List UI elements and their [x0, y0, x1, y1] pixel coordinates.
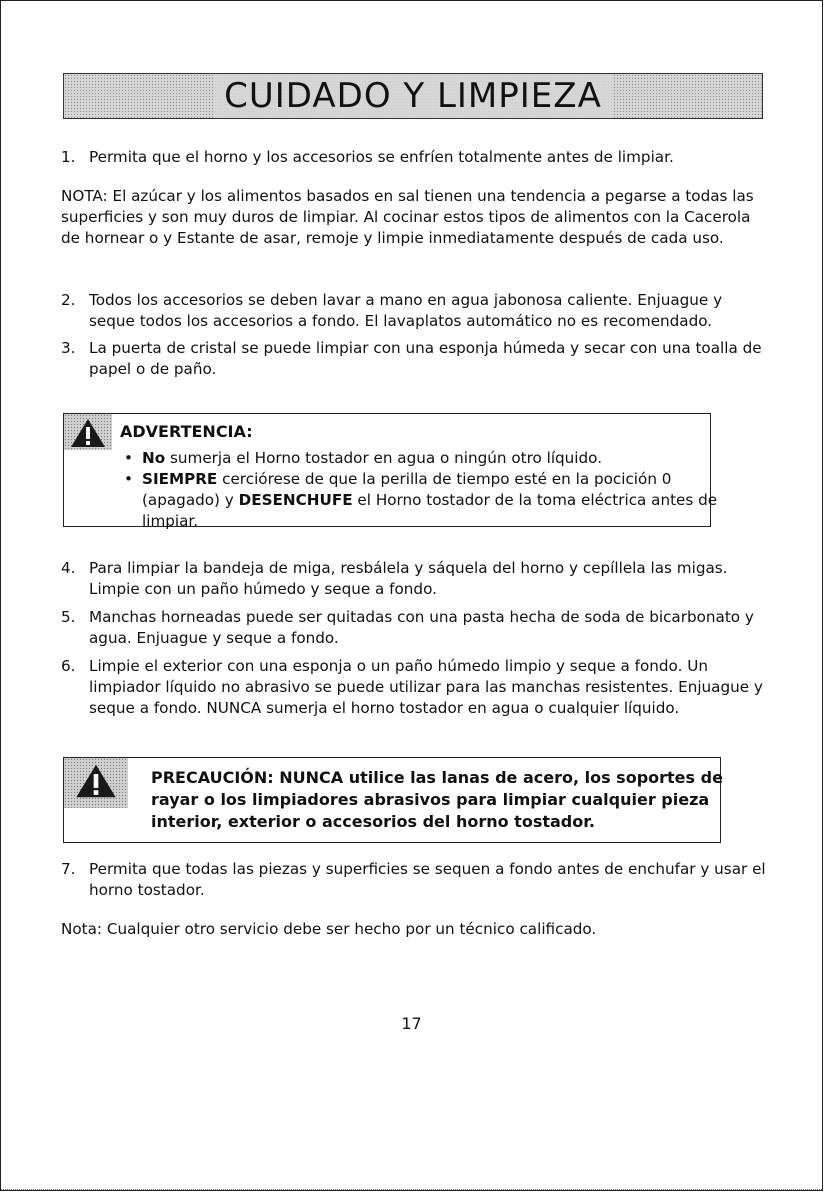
- item-text: Limpie el exterior con una esponja o un paño húmedo limpio y seque a fondo. Un limpiador líquido no abrasivo se puede utilizar para las manchas resistentes. Enjuague y seque a fondo. NUNCA sumerja el horno tostador en agua o cualquier líquido.: [89, 657, 763, 717]
- list-item-6: [61, 656, 766, 719]
- note-label: NOTA:: [61, 187, 108, 205]
- warning-list: [120, 448, 720, 532]
- note-label: Nota:: [61, 920, 103, 938]
- item-text: Todos los accesorios se deben lavar a mano en agua jabonosa caliente. Enjuague y seque todos los accesorios a fondo. El lavaplatos automático no es recomendado.: [89, 291, 723, 330]
- item-text: La puerta de cristal se puede limpiar con una esponja húmeda y secar con una toalla de papel o de paño.: [89, 339, 762, 378]
- item-text: Para limpiar la bandeja de miga, resbálela y sáquela del horno y cepíllela las migas. Limpie con un paño húmedo y seque a fondo.: [89, 559, 728, 598]
- item-number: 5.: [61, 608, 76, 626]
- item-number: 1.: [61, 148, 76, 166]
- bullet-text: sumerja el Horno tostador en agua o ningún otro líquido.: [165, 449, 603, 467]
- list-item-4: [61, 558, 766, 600]
- item-number: 2.: [61, 291, 76, 309]
- page-title: CUIDADO Y LIMPIEZA: [214, 74, 612, 118]
- list-item-1: [61, 147, 766, 168]
- caution-triangle-icon: [64, 758, 128, 808]
- list-item-7: [61, 859, 766, 901]
- list-item-2: [61, 290, 766, 332]
- warning-triangle-icon: [64, 414, 112, 450]
- item-number: 4.: [61, 559, 76, 577]
- item-number: 3.: [61, 339, 76, 357]
- note-paragraph: [61, 186, 766, 249]
- item-text: Manchas horneadas puede ser quitadas con una pasta hecha de soda de bicarbonato y agua. Enjuague y seque a fondo.: [89, 608, 754, 647]
- bullet-lead: No: [142, 449, 166, 467]
- item-text: Permita que todas las piezas y superficies se sequen a fondo antes de enchufar y usar el horno tostador.: [89, 860, 766, 899]
- bullet-dot: •: [124, 449, 133, 467]
- bullet-lead-2: DESENCHUFE: [238, 491, 353, 509]
- note-paragraph-2: [61, 919, 766, 940]
- warning-bullet-2: [120, 469, 720, 532]
- page-number: 17: [401, 1014, 422, 1033]
- note-text: El azúcar y los alimentos basados en sal tienen una tendencia a pegarse a todas las superficies y son muy duros de limpiar. Al cocinar estos tipos de alimentos con la Cacerola de hornear o y Estante de asar, remoje y limpie inmediatamente después de cada uso.: [61, 187, 754, 247]
- warning-title: ADVERTENCIA:: [120, 422, 253, 441]
- item-number: 6.: [61, 657, 76, 675]
- caution-text: PRECAUCIÓN: NUNCA utilice las lanas de acero, los soportes de rayar o los limpiadores abrasivos para limpiar cualquier pieza interior, exterior o accesorios del horno tostador.: [151, 768, 723, 831]
- warning-bullet-1: [120, 448, 720, 469]
- list-item-3: [61, 338, 766, 380]
- note-text: Cualquier otro servicio debe ser hecho por un técnico calificado.: [102, 920, 597, 938]
- caution-box: [63, 757, 721, 843]
- bullet-text-2: el Horno tostador de la toma eléctrica antes de limpiar.: [142, 491, 718, 530]
- item-number: 7.: [61, 860, 76, 878]
- list-item-5: [61, 607, 766, 649]
- bullet-text: cerciórese de que la perilla de tiempo esté en la pocición 0 (apagado) y: [142, 470, 672, 509]
- item-text: Permita que el horno y los accesorios se enfríen totalmente antes de limpiar.: [89, 148, 674, 166]
- warning-box: [63, 413, 718, 530]
- bullet-lead: SIEMPRE: [142, 470, 218, 488]
- bottom-rule: [1, 1189, 822, 1190]
- section-title-bar: [63, 73, 763, 119]
- bullet-dot: •: [124, 470, 133, 488]
